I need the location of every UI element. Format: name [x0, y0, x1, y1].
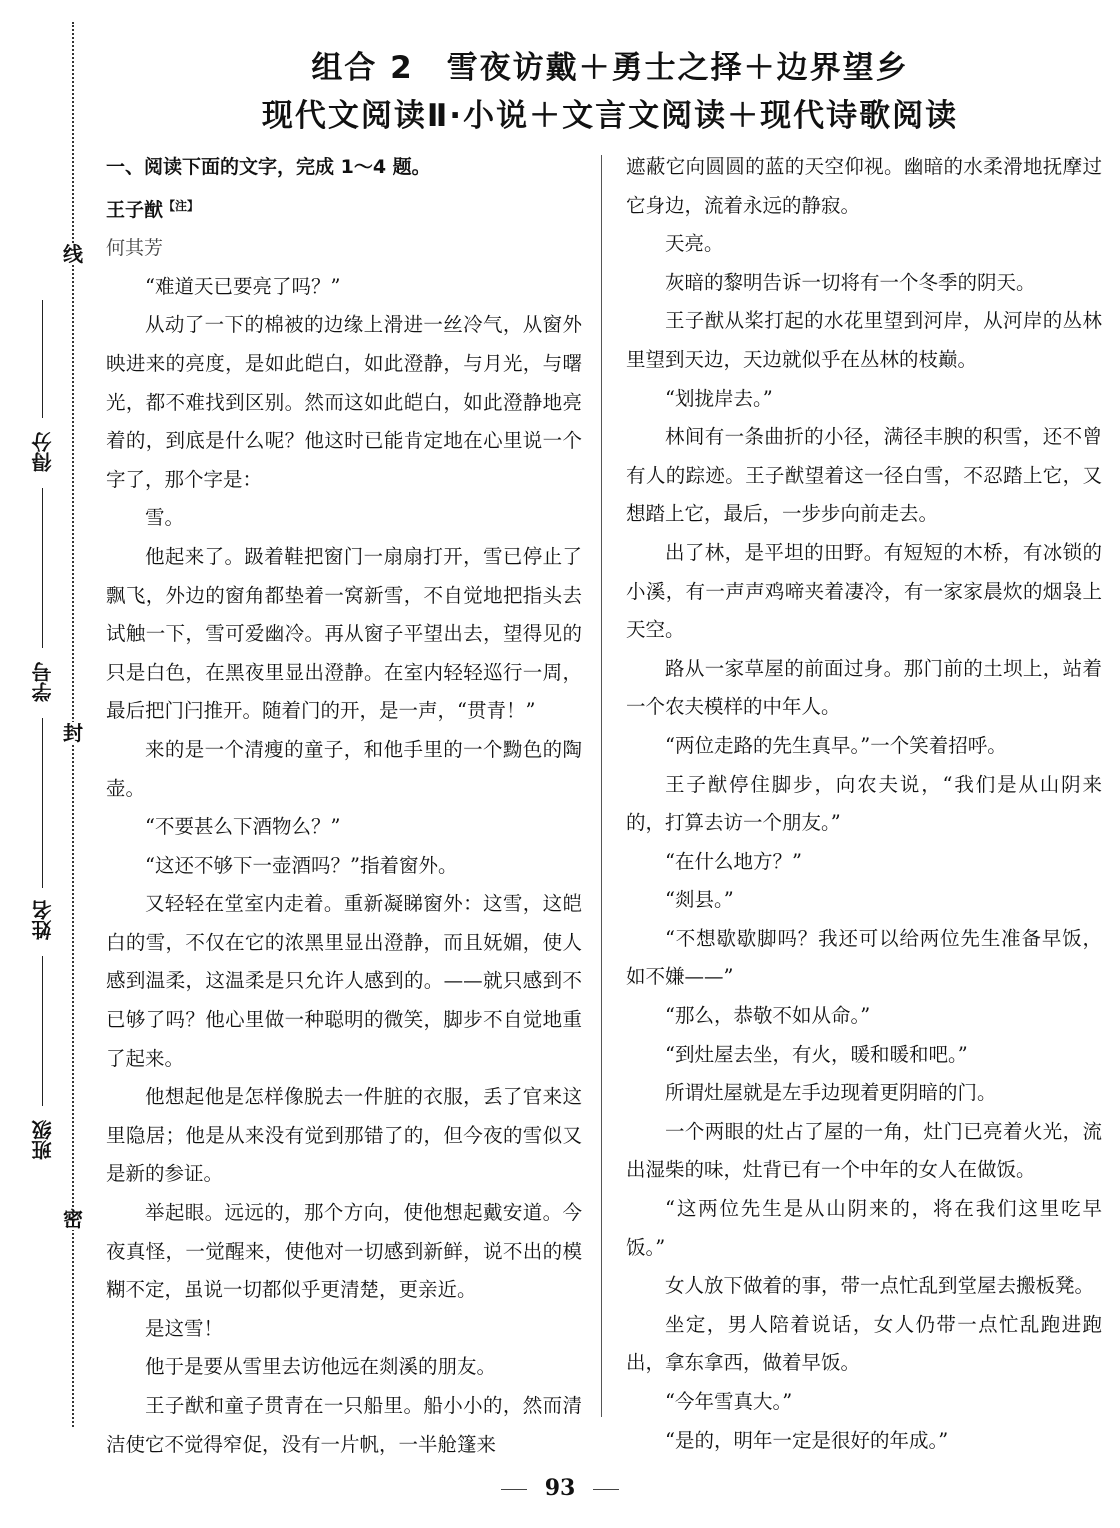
name-label: 姓名 — [31, 900, 55, 940]
paragraph: “难道天已要亮了吗？” — [145, 274, 341, 298]
paragraph: 林间有一条曲折的小径，满径丰腴的积雪，还不曾有人的踪迹。王子猷望着这一径白雪，不忍踏上它，又想踏上它，最后，一步步向前走去。 — [626, 425, 1102, 526]
paragraph: “今年雪真大。” — [665, 1390, 793, 1413]
left-column — [106, 148, 582, 1464]
footer-dash-right — [593, 1489, 619, 1490]
class-label: 班级 — [31, 1120, 55, 1160]
paragraph: 他想起他是怎样像脱去一件脏的衣服，丢了官来这里隐居；他是从来没有觉到那错了的，但今夜的雪似又是新的参证。 — [106, 1085, 582, 1186]
paragraph: 是这雪！ — [145, 1316, 224, 1340]
score-label: 得分 — [31, 432, 55, 472]
class-blank[interactable] — [42, 956, 43, 1106]
paragraph: 他于是要从雪里去访他远在剡溪的朋友。 — [145, 1355, 497, 1379]
name-blank[interactable] — [42, 718, 43, 888]
page-subtitle: 现代文阅读Ⅱ·小说＋文言文阅读＋现代诗歌阅读 — [261, 98, 959, 134]
paragraph: “在什么地方？” — [665, 849, 802, 873]
binding-margin — [0, 0, 100, 1528]
page-header — [110, 44, 1110, 140]
paragraph: 王子猷从桨打起的水花里望到河岸，从河岸的丛林里望到天边，天边就似乎在丛林的枝巅。 — [626, 309, 1102, 371]
paragraph: 举起眼。远远的，那个方向，使他想起戴安道。今夜真怪，一觉醒来，使他对一切感到新鲜，说不出的模糊不定，虽说一切都似乎更清楚，更亲近。 — [106, 1201, 582, 1302]
paragraph: 雪。 — [145, 506, 185, 530]
paragraph: “剡县。” — [665, 888, 734, 912]
binding-mark-mi: 密 — [63, 1207, 83, 1231]
paragraph: “这还不够下一壶酒吗？”指着窗外。 — [145, 853, 458, 877]
paragraph: 灰暗的黎明告诉一切将有一个冬季的阴天。 — [665, 270, 1036, 294]
paragraph: 他起来了。趿着鞋把窗门一扇扇打开，雪已停止了飘飞，外边的窗角都垫着一窝新雪，不自觉地把指头去试触一下，雪可爱幽冷。再从窗子平望出去，望得见的只是白色，在黑夜里显出澄静。在室内轻轻巡行一周，最后把门闩推开。随着门的开，是一声，“贯青！” — [106, 544, 582, 723]
paragraph: “那么，恭敬不如从命。” — [665, 1004, 871, 1028]
story-title-text: 王子猷 — [106, 198, 164, 221]
right-column — [626, 148, 1102, 1460]
paragraph: 所谓灶屋就是左手边现着更阴暗的门。 — [665, 1081, 997, 1105]
question-instruction: 一、阅读下面的文字，完成 1～4 题。 — [106, 156, 431, 178]
paragraph: 一个两眼的灶占了屋的一角，灶门已亮着火光，流出湿柴的味，灶背已有一个中年的女人在做饭。 — [626, 1119, 1102, 1182]
paragraph: “这两位先生是从山阴来的，将在我们这里吃早饭。” — [626, 1197, 1102, 1259]
column-divider — [601, 155, 602, 1417]
paragraph: 路从一家草屋的前面过身。那门前的土坝上，站着一个农夫模样的中年人。 — [626, 656, 1102, 719]
story-title — [106, 187, 582, 230]
student-id-label: 学号 — [31, 662, 55, 702]
story-author: 何其芳 — [106, 237, 164, 260]
paragraph: 出了林，是平坦的田野。有短短的木桥，有冰锁的小溪，有一声声鸡啼夹着凄冷，有一家家晨炊的烟袅上天空。 — [626, 540, 1102, 642]
paragraph: “划拢岸去。” — [665, 386, 773, 410]
paragraph: “不想歇歇脚吗？我还可以给两位先生准备早饭，如不嫌——” — [626, 926, 1102, 989]
footer-dash-left — [501, 1489, 527, 1490]
story-title-note: 【注】 — [163, 198, 200, 213]
paragraph: “不要甚么下酒物么？” — [145, 815, 341, 839]
paragraph: 遮蔽它向圆圆的蓝的天空仰视。幽暗的水柔滑地抚摩过它身边，流着永远的静寂。 — [626, 155, 1102, 217]
paragraph: 天亮。 — [665, 232, 724, 256]
paragraph: “两位走路的先生真早。”一个笑着招呼。 — [665, 733, 1007, 757]
paragraph: 王子猷停住脚步，向农夫说，“我们是从山阴来的，打算去访一个朋友。” — [626, 772, 1102, 835]
paragraph: 坐定，男人陪着说话，女人仍带一点忙乱跑进跑出，拿东拿西，做着早饭。 — [626, 1312, 1102, 1375]
binding-mark-xian: 线 — [63, 242, 83, 266]
page-title: 组合 2 雪夜访戴＋勇士之择＋边界望乡 — [311, 50, 909, 86]
paragraph: 王子猷和童子贯青在一只船里。船小小的，然而清洁使它不觉得窄促，没有一片帆，一半舱篷来 — [106, 1394, 582, 1456]
page-footer — [0, 1474, 1120, 1502]
paragraph: 来的是一个清瘦的童子，和他手里的一个黝色的陶壶。 — [106, 737, 582, 800]
paragraph: 又轻轻在堂室内走着。重新凝睇窗外：这雪，这皑白的雪，不仅在它的浓黑里显出澄静，而且妩媚，使人感到温柔，这温柔是只允许人感到的。——就只感到不已够了吗？他心里做一种聪明的微笑，脚步不自觉地重了起来。 — [106, 892, 582, 1070]
paragraph: “到灶屋去坐，有火，暖和暖和吧。” — [665, 1042, 968, 1066]
page-number: 93 — [544, 1475, 576, 1501]
paragraph: “是的，明年一定是很好的年成。” — [665, 1428, 949, 1452]
binding-mark-feng: 封 — [63, 721, 83, 745]
score-blank[interactable] — [42, 300, 43, 418]
paragraph: 从动了一下的棉被的边缘上滑进一丝冷气，从窗外映进来的亮度，是如此皑白，如此澄静，与月光，与曙光，都不难找到区别。然而这如此皑白，如此澄静地亮着的，到底是什么呢？他这时已能肯定地在心里说一个字了，那个字是： — [106, 313, 582, 491]
student-id-blank[interactable] — [42, 488, 43, 648]
paragraph: 女人放下做着的事，带一点忙乱到堂屋去搬板凳。 — [665, 1274, 1095, 1298]
